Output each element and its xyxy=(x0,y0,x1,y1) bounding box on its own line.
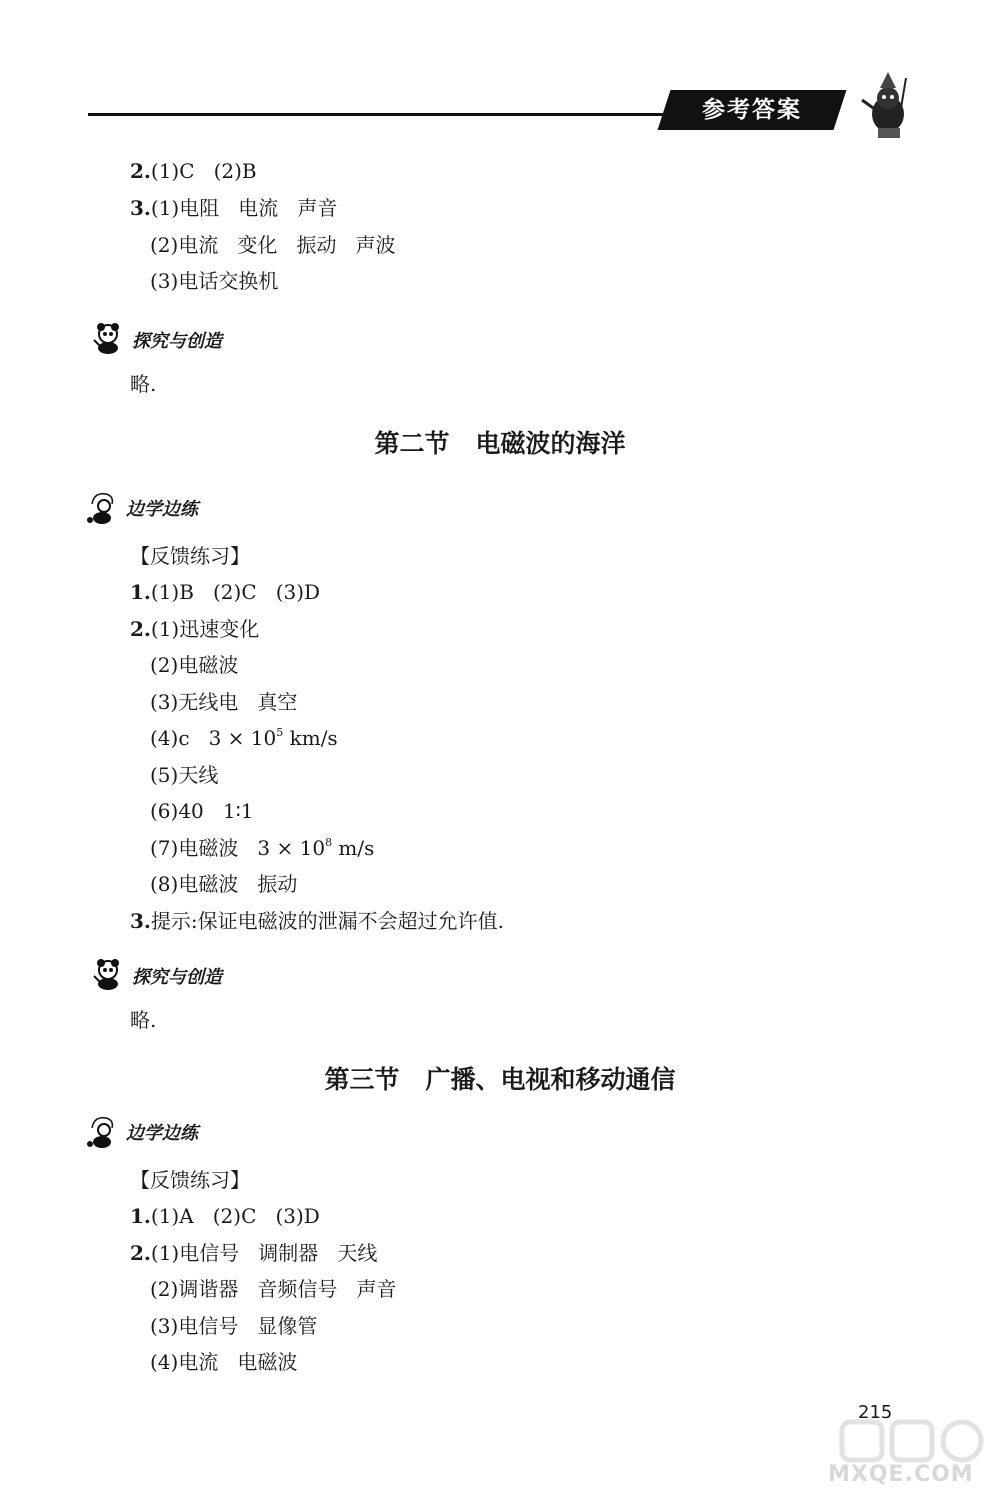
watermark-text: MXQE.COM xyxy=(828,1462,974,1487)
s2-answer-2: 2.(1)迅速变化 xyxy=(130,617,260,641)
character-icon xyxy=(84,1114,124,1150)
answer-3: 3.(1)电阻 电流 声音 xyxy=(130,196,338,220)
s2-answer-2-5: (5)天线 xyxy=(150,763,219,787)
answer-omitted: 略. xyxy=(130,372,157,396)
s2-answer-2-3: (3)无线电 真空 xyxy=(150,690,298,714)
feedback-heading-1: 【反馈练习】 xyxy=(130,544,250,568)
panda-icon xyxy=(90,322,130,356)
s2-answer-3: 3.提示:保证电磁波的泄漏不会超过允许值. xyxy=(130,909,504,933)
header-rule xyxy=(88,113,678,116)
s2-answer-2-7: (7)电磁波 $3 \times 10^8$ m/s xyxy=(150,836,375,860)
character-icon xyxy=(84,490,124,526)
mascot-icon xyxy=(850,70,925,142)
section-2-title: 第二节 电磁波的海洋 xyxy=(374,429,626,458)
panda-icon xyxy=(90,958,130,992)
page-number: 215 xyxy=(858,1402,893,1423)
answer-3-2: (2)电流 变化 振动 声波 xyxy=(150,233,396,257)
section-3-title: 第三节 广播、电视和移动通信 xyxy=(324,1065,676,1094)
s3-answer-2-3: (3)电信号 显像管 xyxy=(150,1314,318,1338)
s2-answer-2-8: (8)电磁波 振动 xyxy=(150,872,298,896)
s2-answer-1: 1.(1)B (2)C (3)D xyxy=(130,580,321,604)
s2-answer-2-4: (4)c $3 \times 10^5$ km/s xyxy=(150,726,338,750)
s3-answer-2-4: (4)电流 电磁波 xyxy=(150,1350,298,1374)
s3-answer-2: 2.(1)电信号 调制器 天线 xyxy=(130,1241,378,1265)
s2-answer-2-2: (2)电磁波 xyxy=(150,653,239,677)
answer-omitted-2: 略. xyxy=(130,1008,157,1032)
s3-answer-2-2: (2)调谐器 音频信号 声音 xyxy=(150,1277,397,1301)
feedback-heading-2: 【反馈练习】 xyxy=(130,1168,250,1192)
s2-answer-2-6: (6)40 1∶1 xyxy=(150,799,254,823)
s3-answer-1: 1.(1)A (2)C (3)D xyxy=(130,1204,320,1228)
answer-2: 2.(1)C (2)B xyxy=(130,159,257,183)
header-title: 参考答案 xyxy=(702,97,802,123)
answer-3-3: (3)电话交换机 xyxy=(150,269,279,293)
